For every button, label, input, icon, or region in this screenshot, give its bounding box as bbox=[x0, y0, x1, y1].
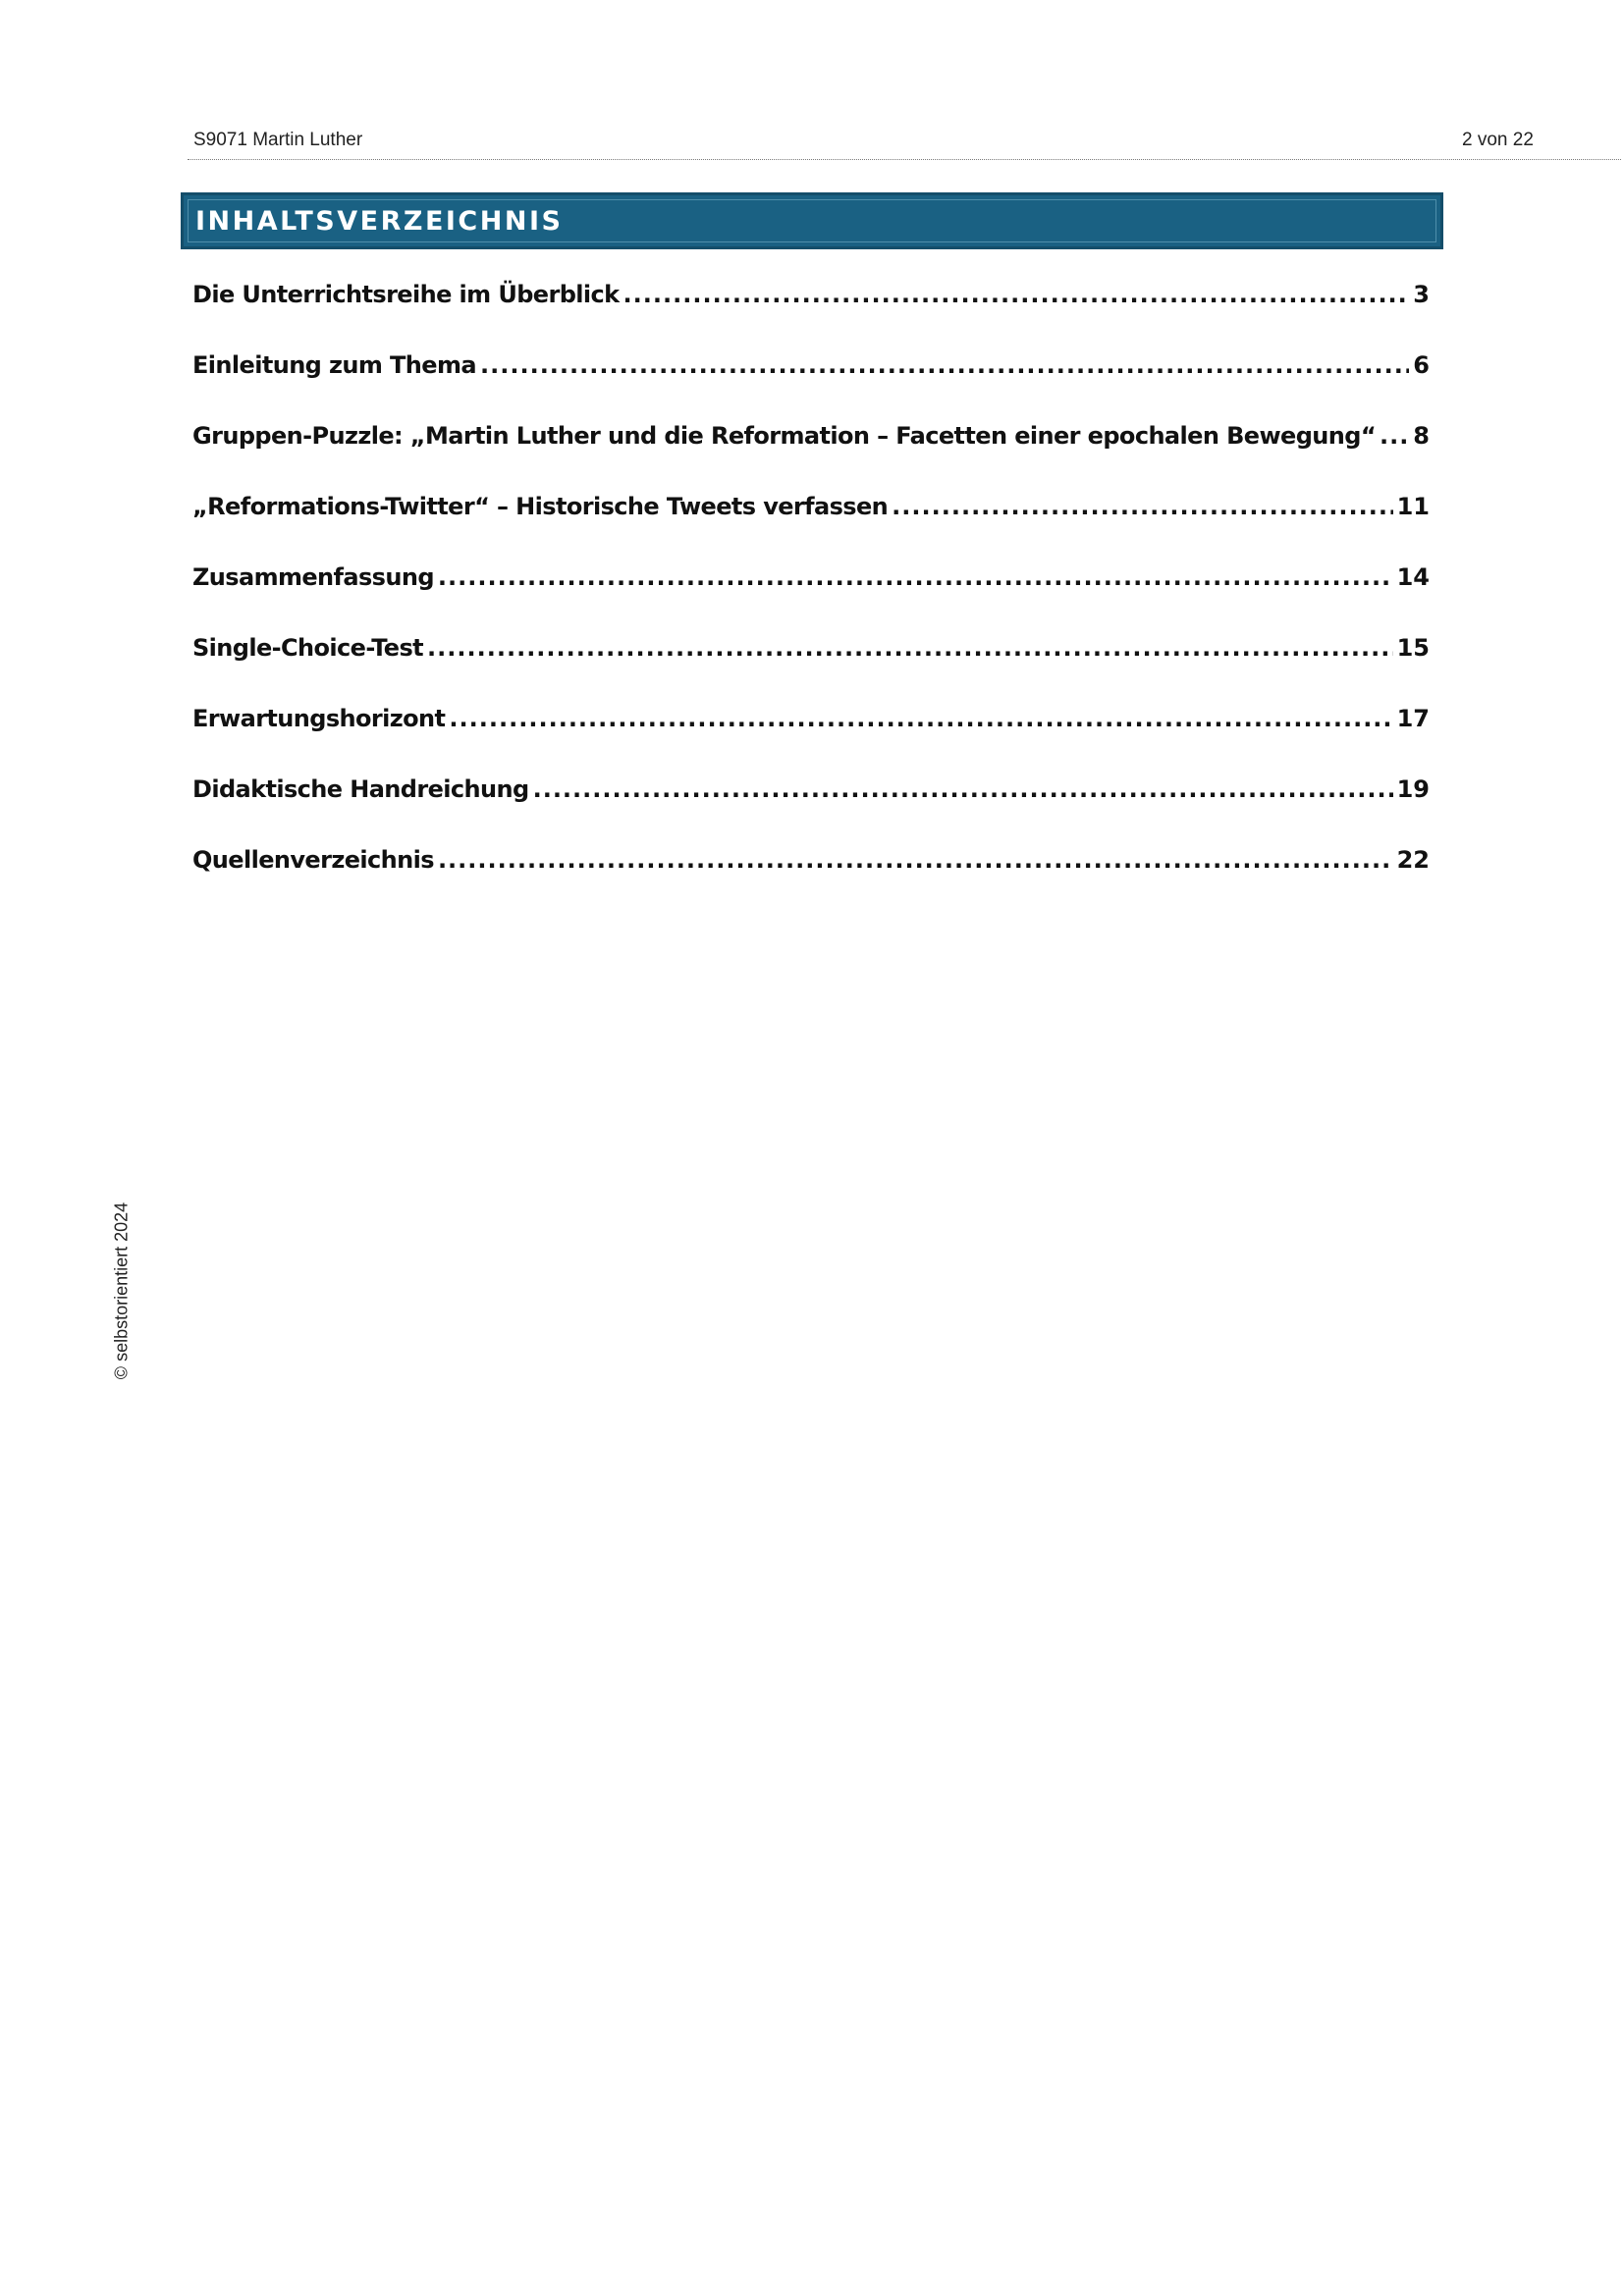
document-title: S9071 Martin Luther bbox=[193, 130, 363, 150]
toc-entry[interactable] bbox=[192, 634, 1430, 705]
page-number: 2 von 22 bbox=[1462, 130, 1534, 150]
dot-leader bbox=[623, 281, 1410, 308]
toc-entry-page: 6 bbox=[1413, 351, 1430, 379]
dot-leader bbox=[892, 493, 1392, 520]
dot-leader bbox=[1380, 422, 1409, 450]
toc-entry-title: Die Unterrichtsreihe im Überblick bbox=[192, 281, 620, 308]
copyright-notice: © selbstorientiert 2024 bbox=[111, 1201, 132, 1380]
toc-entry[interactable] bbox=[192, 705, 1430, 775]
toc-entry-title: Didaktische Handreichung bbox=[192, 775, 529, 803]
toc-entry[interactable] bbox=[192, 493, 1430, 563]
toc-entry[interactable] bbox=[192, 775, 1430, 846]
dot-leader bbox=[438, 846, 1393, 874]
toc-heading-banner bbox=[181, 192, 1443, 249]
toc-entry-title: Quellenverzeichnis bbox=[192, 846, 434, 874]
toc-entry-page: 3 bbox=[1413, 281, 1430, 308]
toc-entry[interactable] bbox=[192, 563, 1430, 634]
toc-entry-page: 17 bbox=[1396, 705, 1430, 732]
toc-entry-page: 22 bbox=[1396, 846, 1430, 874]
toc-entry-page: 15 bbox=[1396, 634, 1430, 662]
toc-entry[interactable] bbox=[192, 281, 1430, 351]
toc-entry-title: Erwartungshorizont bbox=[192, 705, 446, 732]
toc-entry-page: 8 bbox=[1413, 422, 1430, 450]
toc-entry[interactable] bbox=[192, 351, 1430, 422]
toc-entry-title: Zusammenfassung bbox=[192, 563, 434, 591]
toc-entry-title: „Reformations-Twitter“ – Historische Tweets verfassen bbox=[192, 493, 889, 520]
toc-entry-page: 14 bbox=[1396, 563, 1430, 591]
toc-entry-page: 19 bbox=[1396, 775, 1430, 803]
toc-entry-title: Single-Choice-Test bbox=[192, 634, 424, 662]
dot-leader bbox=[427, 634, 1393, 662]
toc-entry-title: Einleitung zum Thema bbox=[192, 351, 476, 379]
toc-entry-page: 11 bbox=[1396, 493, 1430, 520]
toc-entry[interactable] bbox=[192, 846, 1430, 917]
table-of-contents bbox=[192, 281, 1430, 917]
page-header bbox=[188, 126, 1621, 160]
toc-heading: INHALTSVERZEICHNIS bbox=[195, 206, 564, 237]
dot-leader bbox=[533, 775, 1393, 803]
toc-entry[interactable] bbox=[192, 422, 1430, 493]
dot-leader bbox=[480, 351, 1409, 379]
dot-leader bbox=[438, 563, 1393, 591]
toc-entry-title: Gruppen-Puzzle: „Martin Luther und die Reformation – Facetten einer epochalen Bewegung“ bbox=[192, 422, 1376, 450]
dot-leader bbox=[449, 705, 1392, 732]
